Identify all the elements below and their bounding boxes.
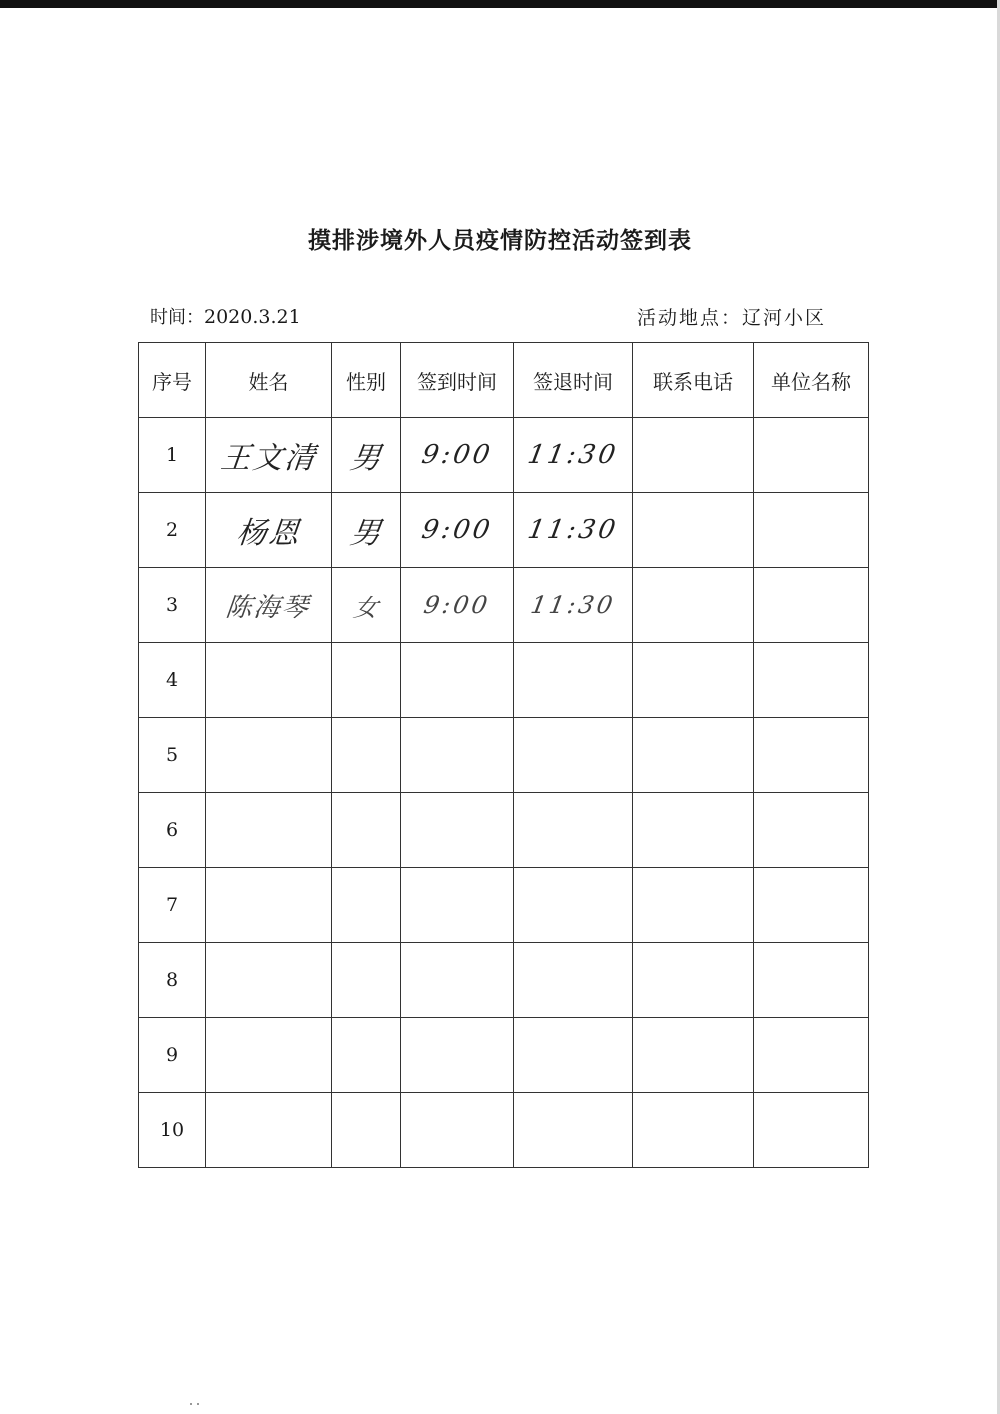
location-info bbox=[637, 303, 826, 330]
cell-unit bbox=[754, 568, 869, 643]
table-row bbox=[139, 493, 869, 568]
cell-sign-in bbox=[401, 943, 514, 1018]
cell-unit bbox=[754, 793, 869, 868]
cell-gender bbox=[332, 418, 401, 493]
table-row bbox=[139, 568, 869, 643]
cell-number: 5 bbox=[139, 718, 206, 793]
cell-name bbox=[206, 718, 332, 793]
handwritten-sign-out: 11:30 bbox=[525, 440, 621, 470]
scan-speck bbox=[190, 1390, 204, 1394]
cell-phone bbox=[633, 718, 754, 793]
table-row bbox=[139, 1018, 869, 1093]
cell-phone bbox=[633, 1018, 754, 1093]
header-phone: 联系电话 bbox=[633, 343, 754, 418]
cell-phone bbox=[633, 943, 754, 1018]
cell-gender bbox=[332, 568, 401, 643]
handwritten-sign-in: 9:00 bbox=[419, 515, 495, 545]
handwritten-sign-out: 11:30 bbox=[528, 591, 618, 619]
cell-name bbox=[206, 1093, 332, 1168]
cell-name bbox=[206, 1018, 332, 1093]
cell-unit bbox=[754, 1093, 869, 1168]
cell-sign-out bbox=[514, 568, 633, 643]
cell-phone bbox=[633, 493, 754, 568]
time-label: 时间： bbox=[150, 307, 204, 328]
cell-number: 7 bbox=[139, 868, 206, 943]
cell-sign-in bbox=[401, 793, 514, 868]
cell-sign-out bbox=[514, 493, 633, 568]
cell-sign-out bbox=[514, 418, 633, 493]
header-unit: 单位名称 bbox=[754, 343, 869, 418]
location-value: 辽河小区 bbox=[742, 307, 827, 329]
handwritten-name: 杨恩 bbox=[234, 516, 302, 551]
handwritten-sign-in: 9:00 bbox=[421, 591, 493, 619]
cell-sign-in bbox=[401, 868, 514, 943]
cell-number: 2 bbox=[139, 493, 206, 568]
header-sign-out-time: 签退时间 bbox=[514, 343, 633, 418]
cell-sign-in bbox=[401, 643, 514, 718]
table-row bbox=[139, 418, 869, 493]
scan-border-top bbox=[0, 0, 1000, 8]
cell-sign-out bbox=[514, 1018, 633, 1093]
cell-number: 6 bbox=[139, 793, 206, 868]
handwritten-gender: 男 bbox=[348, 516, 383, 551]
cell-gender bbox=[332, 793, 401, 868]
cell-unit bbox=[754, 868, 869, 943]
cell-number: 3 bbox=[139, 568, 206, 643]
cell-sign-out bbox=[514, 643, 633, 718]
cell-name bbox=[206, 793, 332, 868]
cell-gender bbox=[332, 1093, 401, 1168]
cell-sign-in bbox=[401, 1018, 514, 1093]
cell-sign-in bbox=[401, 718, 514, 793]
table-row bbox=[139, 1093, 869, 1168]
cell-unit bbox=[754, 418, 869, 493]
table-row bbox=[139, 793, 869, 868]
cell-phone bbox=[633, 418, 754, 493]
cell-name bbox=[206, 568, 332, 643]
sign-in-table bbox=[138, 342, 869, 1168]
cell-phone bbox=[633, 1093, 754, 1168]
cell-unit bbox=[754, 1018, 869, 1093]
cell-unit bbox=[754, 643, 869, 718]
cell-gender bbox=[332, 718, 401, 793]
document-title: 摸排涉境外人员疫情防控活动签到表 bbox=[308, 228, 692, 254]
cell-phone bbox=[633, 643, 754, 718]
cell-unit bbox=[754, 943, 869, 1018]
handwritten-name: 王文清 bbox=[218, 441, 318, 476]
cell-sign-in bbox=[401, 568, 514, 643]
location-label: 活动地点： bbox=[637, 307, 743, 329]
cell-sign-in bbox=[401, 493, 514, 568]
cell-number: 4 bbox=[139, 643, 206, 718]
cell-gender bbox=[332, 643, 401, 718]
cell-phone bbox=[633, 868, 754, 943]
cell-sign-out bbox=[514, 943, 633, 1018]
header-name: 姓名 bbox=[206, 343, 332, 418]
cell-name bbox=[206, 943, 332, 1018]
cell-number: 10 bbox=[139, 1093, 206, 1168]
cell-gender bbox=[332, 1018, 401, 1093]
cell-phone bbox=[633, 568, 754, 643]
cell-gender bbox=[332, 493, 401, 568]
header-number: 序号 bbox=[139, 343, 206, 418]
cell-unit bbox=[754, 493, 869, 568]
table-row bbox=[139, 718, 869, 793]
cell-phone bbox=[633, 793, 754, 868]
table-row bbox=[139, 868, 869, 943]
handwritten-sign-out: 11:30 bbox=[525, 515, 621, 545]
cell-number: 1 bbox=[139, 418, 206, 493]
cell-gender bbox=[332, 943, 401, 1018]
cell-number: 9 bbox=[139, 1018, 206, 1093]
handwritten-sign-in: 9:00 bbox=[419, 440, 495, 470]
cell-sign-in bbox=[401, 418, 514, 493]
table-row bbox=[139, 643, 869, 718]
time-info bbox=[150, 303, 301, 329]
cell-gender bbox=[332, 868, 401, 943]
handwritten-gender: 男 bbox=[348, 441, 383, 476]
cell-sign-out bbox=[514, 1093, 633, 1168]
cell-sign-out bbox=[514, 718, 633, 793]
cell-name bbox=[206, 868, 332, 943]
cell-name bbox=[206, 493, 332, 568]
cell-sign-out bbox=[514, 793, 633, 868]
cell-sign-out bbox=[514, 868, 633, 943]
cell-number: 8 bbox=[139, 943, 206, 1018]
handwritten-name: 陈海琴 bbox=[224, 592, 312, 623]
cell-name bbox=[206, 643, 332, 718]
header-sign-in-time: 签到时间 bbox=[401, 343, 514, 418]
cell-sign-in bbox=[401, 1093, 514, 1168]
cell-unit bbox=[754, 718, 869, 793]
table-header-row bbox=[139, 343, 869, 418]
handwritten-gender: 女 bbox=[351, 593, 380, 622]
header-gender: 性别 bbox=[332, 343, 401, 418]
table-row bbox=[139, 943, 869, 1018]
time-value: 2020.3.21 bbox=[204, 306, 301, 328]
cell-name bbox=[206, 418, 332, 493]
